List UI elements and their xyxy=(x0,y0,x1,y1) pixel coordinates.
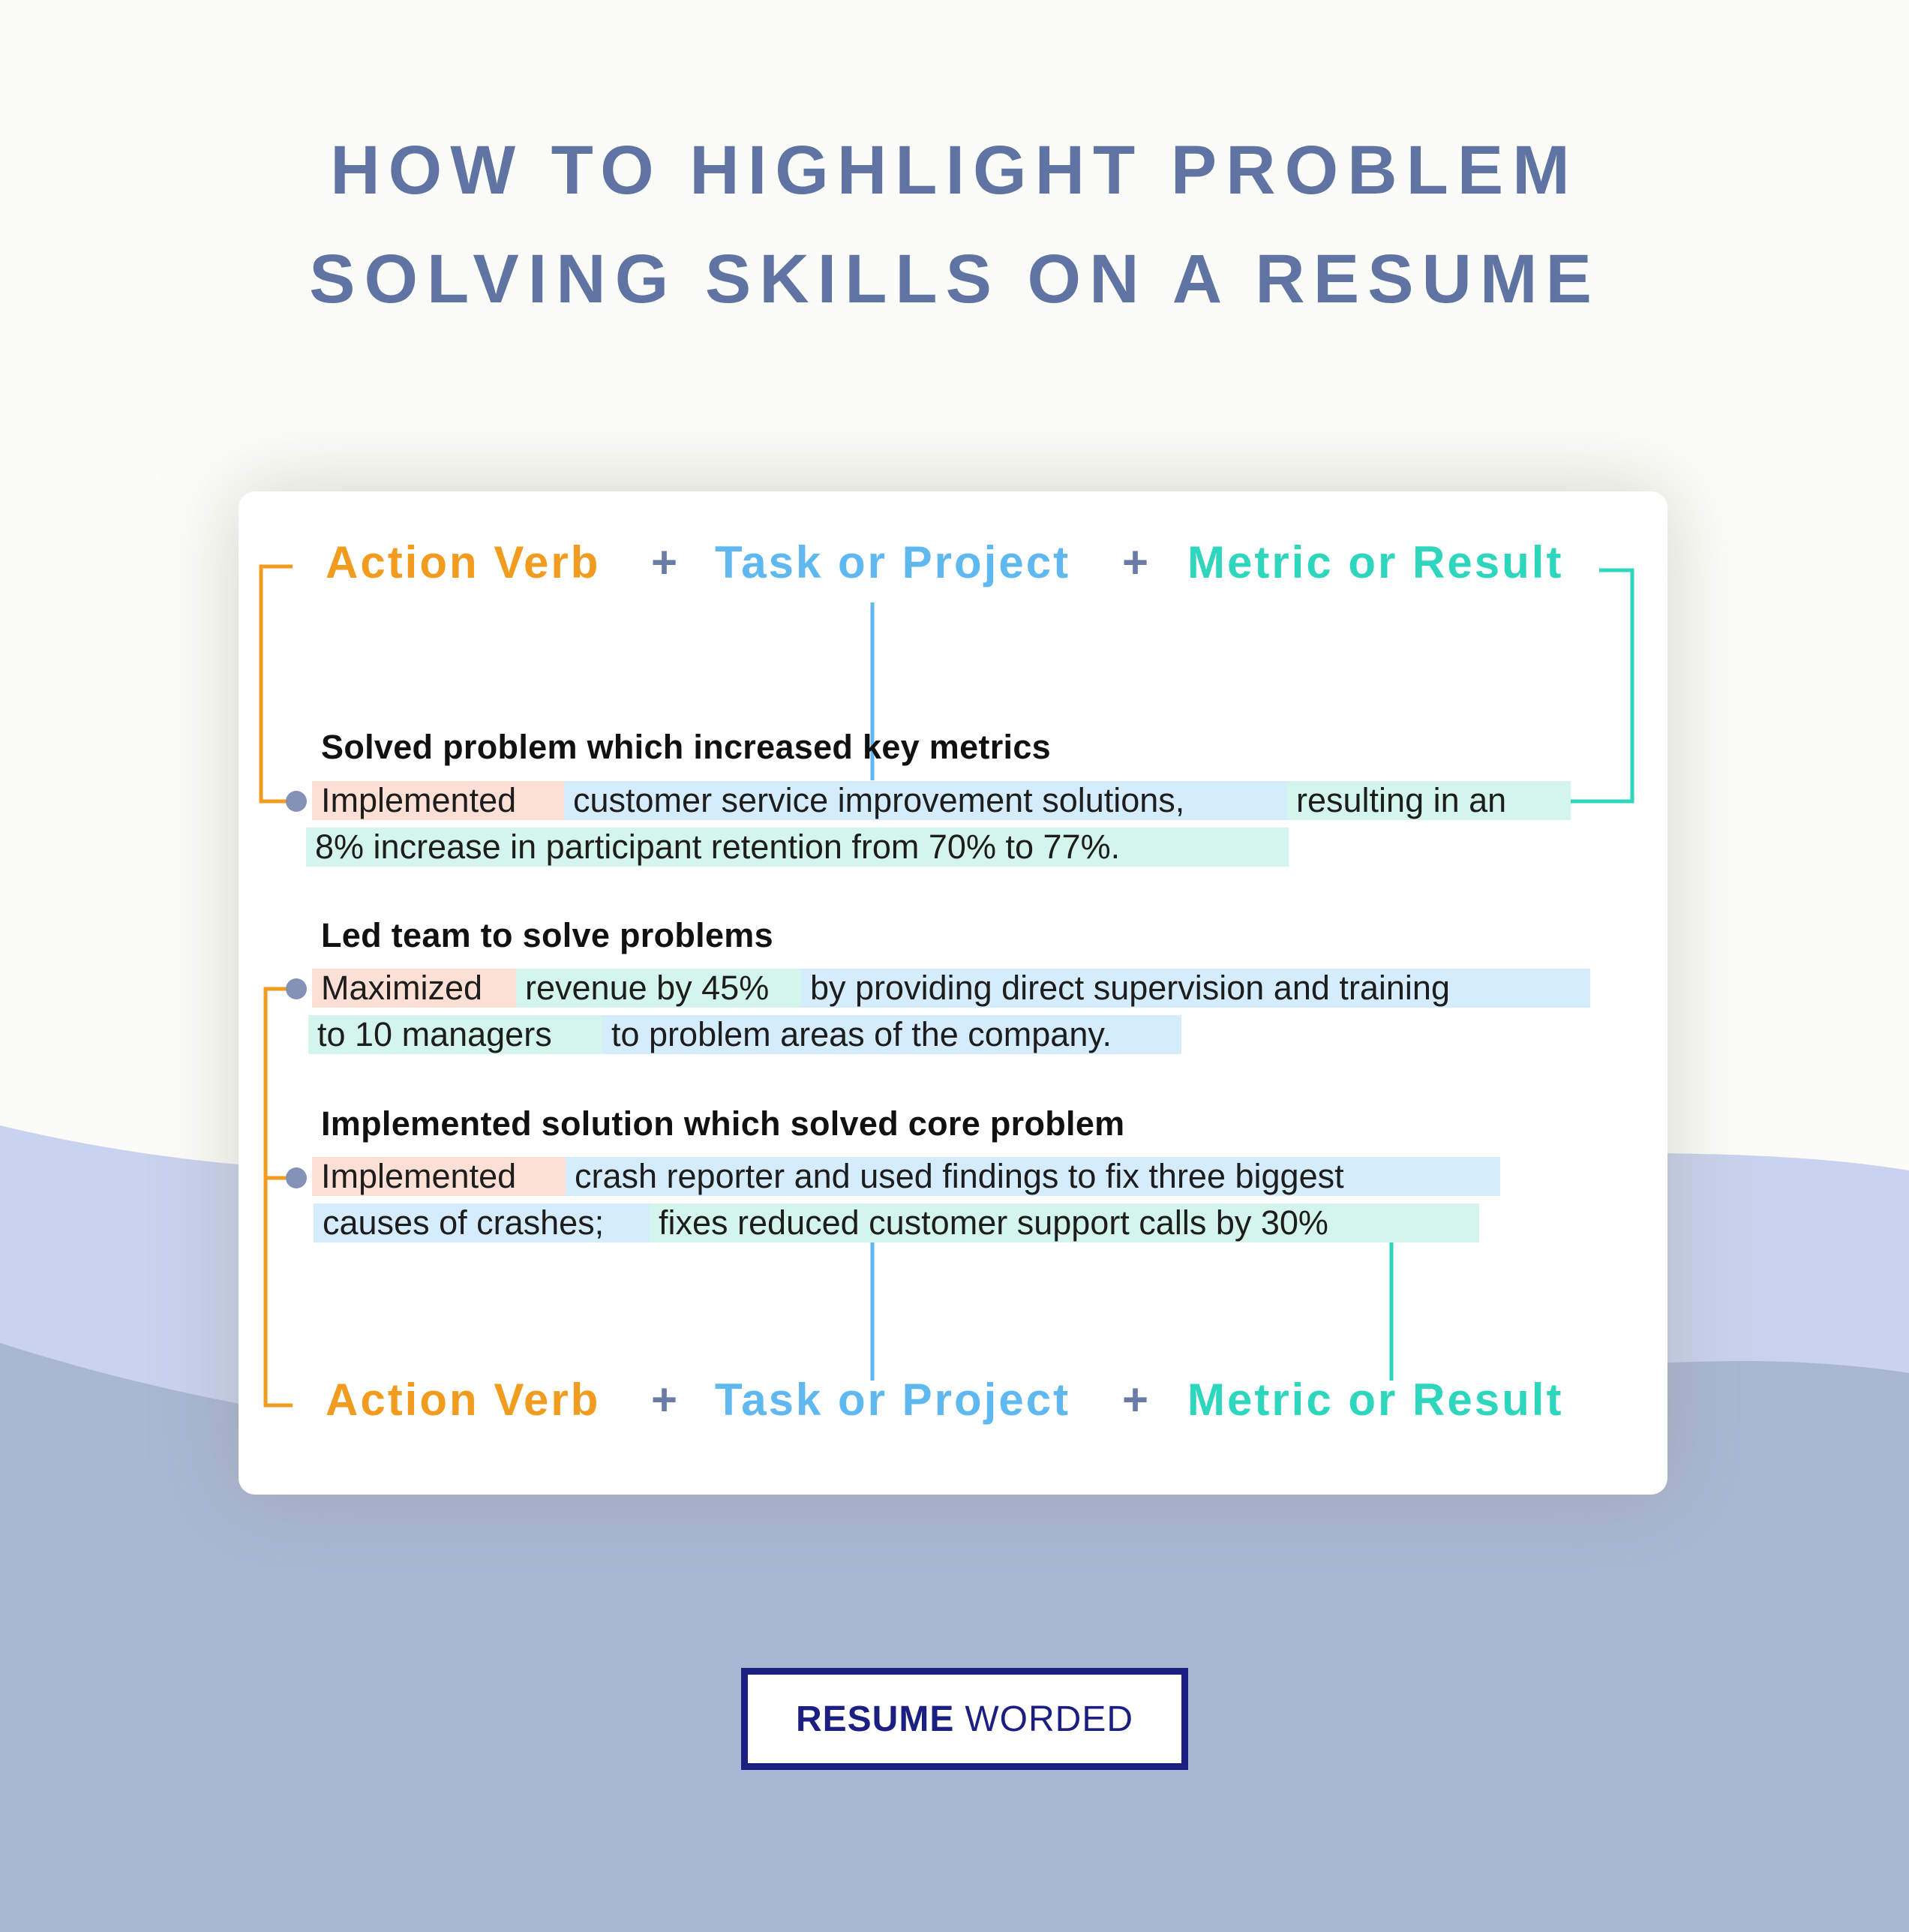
metric-highlight: 8% increase in participant retention from 70% to 77%. xyxy=(306,828,1289,867)
metric-highlight: fixes reduced customer support calls by 30% xyxy=(650,1203,1479,1242)
formula-top xyxy=(239,536,1667,596)
metric-highlight: resulting in an xyxy=(1287,781,1571,820)
task-highlight: to problem areas of the company. xyxy=(602,1015,1181,1054)
brand-regular-text: WORDED xyxy=(965,1699,1133,1739)
metric-or-result-label: Metric or Result xyxy=(1187,537,1564,587)
entry-title: Implemented solution which solved core problem xyxy=(321,1104,1125,1143)
action-verb-highlight: Implemented xyxy=(312,781,572,820)
plus-sign: + xyxy=(651,537,680,587)
bullet-dot xyxy=(286,791,307,812)
plus-sign: + xyxy=(1122,537,1151,587)
entry-title: Solved problem which increased key metrics xyxy=(321,728,1051,766)
task-highlight: by providing direct supervision and training xyxy=(801,969,1590,1008)
brand-bold-text: RESUME xyxy=(795,1699,955,1739)
metric-highlight: revenue by 45% xyxy=(516,969,809,1008)
task-or-project-label: Task or Project xyxy=(715,537,1071,587)
resume-worded-logo[interactable] xyxy=(741,1668,1188,1770)
page-title-line-2: SOLVING SKILLS ON A RESUME xyxy=(309,241,1600,317)
plus-sign: + xyxy=(1122,1375,1151,1425)
bullet-dot xyxy=(286,978,307,999)
page-title-line-1: HOW TO HIGHLIGHT PROBLEM xyxy=(330,132,1579,209)
action-verb-label: Action Verb xyxy=(326,537,601,587)
plus-sign: + xyxy=(651,1375,680,1425)
entry-title: Led team to solve problems xyxy=(321,916,773,954)
metric-highlight: to 10 managers xyxy=(308,1015,610,1054)
resume-example-card xyxy=(239,491,1667,1495)
task-or-project-label: Task or Project xyxy=(715,1375,1071,1425)
formula-bottom xyxy=(239,1374,1667,1434)
task-highlight: crash reporter and used findings to fix three biggest xyxy=(566,1157,1500,1196)
task-highlight: customer service improvement solutions, xyxy=(564,781,1295,820)
action-verb-highlight: Maximized xyxy=(312,969,518,1008)
metric-or-result-label: Metric or Result xyxy=(1187,1375,1564,1425)
task-highlight: causes of crashes; xyxy=(314,1203,657,1242)
action-verb-highlight: Implemented xyxy=(312,1157,572,1196)
action-verb-label: Action Verb xyxy=(326,1375,601,1425)
bullet-dot xyxy=(286,1167,307,1188)
